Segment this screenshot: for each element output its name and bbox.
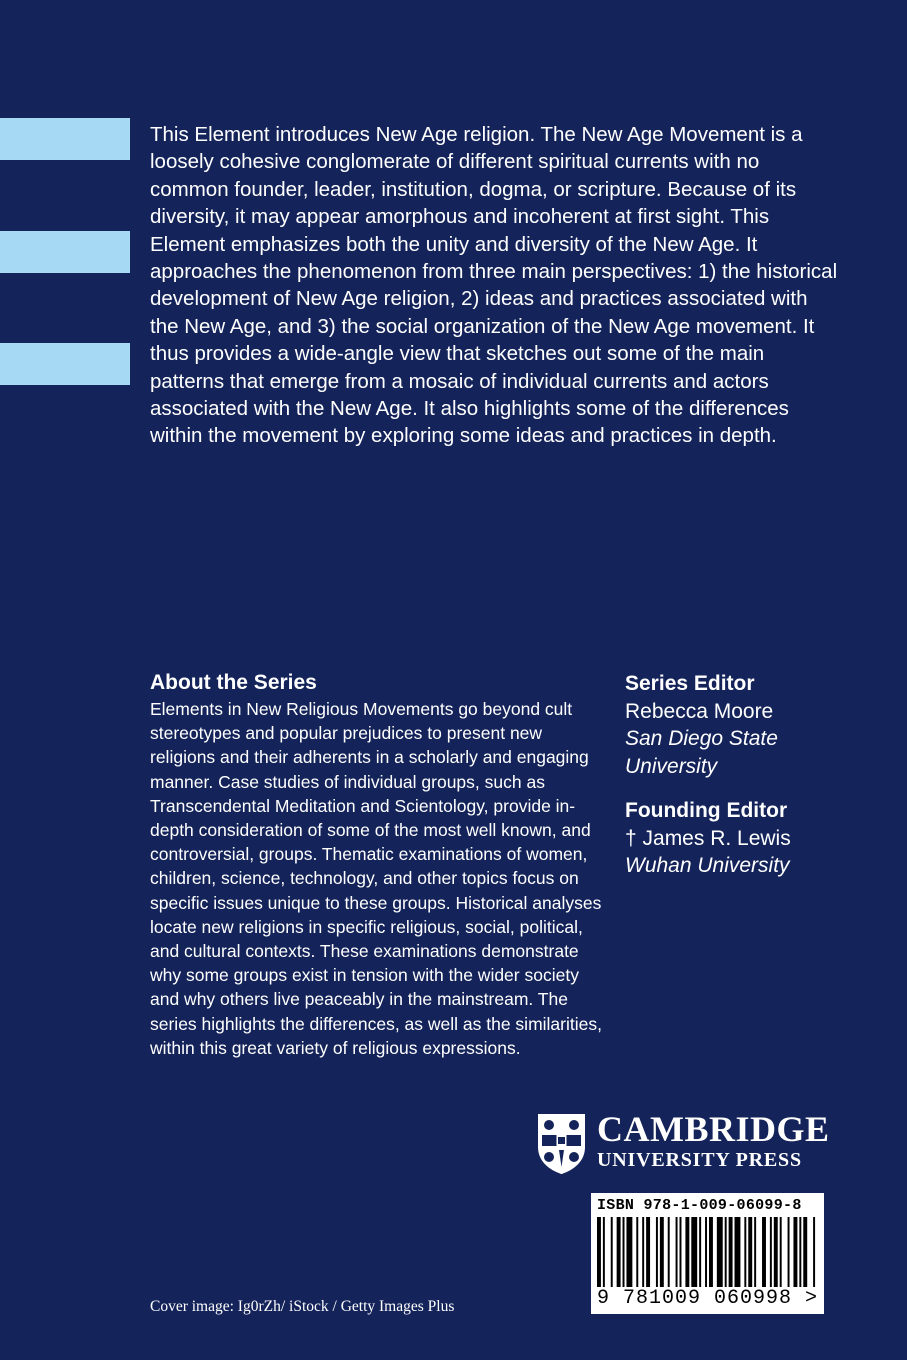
barcode-bar — [770, 1217, 772, 1287]
barcode-bar — [623, 1217, 625, 1287]
barcode-bar — [803, 1217, 807, 1287]
barcode-bar — [705, 1217, 707, 1287]
series-editor-heading: Series Editor — [625, 672, 755, 695]
founding-editor-name: † James R. Lewis — [625, 826, 791, 850]
barcode-bar — [754, 1217, 756, 1287]
about-series-heading: About the Series — [150, 671, 317, 694]
barcode-digits: 9 781009 060998 > — [597, 1287, 819, 1310]
barcode-bar — [735, 1217, 741, 1287]
barcode-bars — [597, 1217, 819, 1287]
barcode-bar — [729, 1217, 733, 1287]
barcode-bar — [744, 1217, 746, 1287]
cambridge-shield-icon — [537, 1113, 586, 1175]
founding-editor-heading: Founding Editor — [625, 799, 788, 822]
series-editor-name: Rebecca Moore — [625, 699, 774, 723]
barcode-bar — [691, 1217, 697, 1287]
decorative-stripe-3 — [0, 343, 130, 385]
series-editor-affiliation-line-2: University — [625, 754, 718, 778]
barcode-bar — [676, 1217, 678, 1287]
barcode-bar — [780, 1217, 782, 1287]
barcode-bar — [611, 1217, 613, 1287]
barcode-bar — [717, 1217, 723, 1287]
barcode-bar — [660, 1217, 664, 1287]
barcode-bar — [762, 1217, 766, 1287]
barcode-bar — [793, 1217, 797, 1287]
barcode-bar — [699, 1217, 701, 1287]
barcode-bar — [685, 1217, 689, 1287]
about-series-text: Elements in New Religious Movements go beyond cult stereotypes and popular prejudices to present new religions and their adherents in a scholarly and engaging manner. Case studies of individual groups, such as Transcendental Meditation and Scientology, provide in-depth consideration of some of the most well known, and controversial, groups. Thematic examinations of women, children, science, technology, and other topics focus on specific issues unique to these groups. Historical analyses locate new religions in specific religious, social, political, and cultural contexts. These examinations demonstrate why some groups exist in tension with the wider society and why others live peaceably in the mainstream. The series highlights the differences, as well as the similarities, within this great variety of religious expressions. — [150, 699, 602, 1058]
barcode-bar — [603, 1217, 605, 1287]
barcode-bar — [668, 1217, 670, 1287]
cambridge-logo — [537, 1109, 830, 1175]
barcode-bar — [597, 1217, 601, 1287]
series-editor-affiliation-line-1: San Diego State — [625, 727, 778, 750]
barcode-bar — [656, 1217, 658, 1287]
editors-block — [625, 670, 895, 880]
barcode-bar — [774, 1217, 778, 1287]
barcode-bar — [626, 1217, 632, 1287]
publisher-subname: UNIVERSITY PRESS — [597, 1149, 802, 1171]
barcode-bar — [799, 1217, 801, 1287]
barcode-bar — [725, 1217, 727, 1287]
barcode-bar — [709, 1217, 713, 1287]
barcode-bar — [680, 1217, 682, 1287]
barcode-bar — [617, 1217, 621, 1287]
isbn-label: ISBN 978-1-009-06099-8 — [597, 1197, 802, 1214]
about-the-series — [150, 670, 610, 1060]
barcode-bar — [813, 1217, 815, 1287]
publisher-name: CAMBRIDGE — [597, 1109, 830, 1149]
cover-image-credit: Cover image: Ig0rZh/ iStock / Getty Images Plus — [150, 1298, 455, 1315]
decorative-stripe-2 — [0, 231, 130, 273]
decorative-stripe-1 — [0, 118, 130, 160]
barcode-bar — [646, 1217, 650, 1287]
book-blurb: This Element introduces New Age religion. The New Age Movement is a loosely cohesive conglomerate of different spiritual currents with no common founder, leader, institution, dogma, or scripture. Because of its diversity, it may appear amorphous and incoherent at first sight. This Element emphasizes both the unity and diversity of the New Age. It approaches the phenomenon from three main perspectives: 1) the historical development of New Age religion, 2) ideas and practices associated with the New Age, and 3) the social organization of the New Age movement. It thus provides a wide-angle view that sketches out some of the main patterns that emerge from a mosaic of individual currents and actors associated with the New Age. It also highlights some of the differences within the movement by exploring some ideas and practices in depth. — [150, 123, 838, 448]
barcode-bar — [642, 1217, 644, 1287]
barcode-bar — [788, 1217, 790, 1287]
barcode-bar — [636, 1217, 638, 1287]
isbn-barcode — [591, 1193, 824, 1314]
barcode-bar — [748, 1217, 752, 1287]
founding-editor-affiliation: Wuhan University — [625, 854, 790, 877]
